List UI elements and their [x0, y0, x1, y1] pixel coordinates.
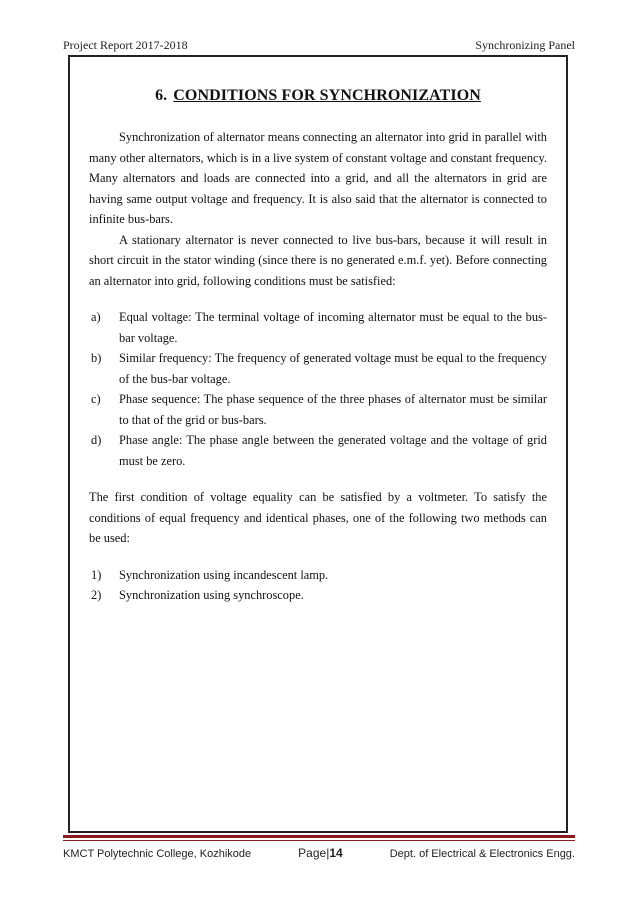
list-item: [89, 389, 547, 430]
page-number: 14: [329, 846, 343, 860]
list-marker: d): [91, 433, 102, 447]
page-frame: [68, 55, 568, 833]
list-item-text: Phase sequence: The phase sequence of the three phases of alternator must be similar to that of the grid or bus-bars.: [119, 392, 547, 427]
footer-rule: [63, 835, 575, 838]
list-item: [89, 585, 547, 606]
paragraph-intro: Synchronization of alternator means connecting an alternator into grid in parallel with many other alternators, which is in a live system of constant voltage and constant frequency. Many alternators and loads are connected into a grid, and all the alternators in grid are having same output voltage and frequency. It is also said that the alternator is connected to infinite bus-bars.: [89, 130, 547, 226]
list-item-text: Synchronization using synchroscope.: [119, 588, 304, 602]
list-marker: c): [91, 392, 101, 406]
footer-college-label: KMCT Polytechnic College, Kozhikode: [63, 848, 252, 860]
list-marker: 1): [91, 567, 102, 582]
list-item: [89, 565, 547, 586]
footer-rule-thin: [63, 840, 575, 841]
header-project-label: Project Report 2017-2018: [63, 38, 188, 52]
paragraph-methods-lead: The first condition of voltage equality can be satisfied by a voltmeter. To satisfy the conditions of equal frequency and identical phases, one of the following two methods can be used:: [89, 490, 547, 545]
page-label: Page|: [298, 846, 330, 860]
chapter-number: 6.: [155, 87, 168, 104]
list-item: [89, 348, 547, 389]
header-section-label: Synchronizing Panel: [475, 38, 575, 52]
chapter-title-text: CONDITIONS FOR SYNCHRONIZATION: [173, 87, 481, 104]
list-marker: b): [91, 351, 102, 365]
running-header: [63, 38, 575, 53]
list-item-text: Synchronization using incandescent lamp.: [119, 567, 329, 582]
list-item: [89, 307, 547, 348]
list-item-text: Phase angle: The phase angle between the generated voltage and the voltage of grid must be zero.: [119, 433, 547, 468]
chapter-title: [89, 87, 547, 105]
paragraph-conditions-lead: A stationary alternator is never connected to live bus-bars, because it will result in short circuit in the stator winding (since there is no generated e.m.f. yet). Before connecting an alternator into grid, following conditions must be satisfied:: [89, 232, 547, 288]
page-number-label: [298, 846, 343, 860]
conditions-list: [89, 307, 547, 471]
list-item-text: Similar frequency: The frequency of generated voltage must be equal to the frequency of the bus-bar voltage.: [119, 351, 547, 386]
list-item-text: Equal voltage: The terminal voltage of incoming alternator must be equal to the bus-bar voltage.: [119, 310, 547, 345]
running-footer: [63, 846, 575, 860]
list-marker: 2): [91, 588, 102, 602]
footer-department-label: Dept. of Electrical & Electronics Engg.: [389, 848, 575, 860]
methods-list: [89, 565, 547, 606]
list-marker: a): [91, 310, 101, 324]
list-item: [89, 430, 547, 471]
